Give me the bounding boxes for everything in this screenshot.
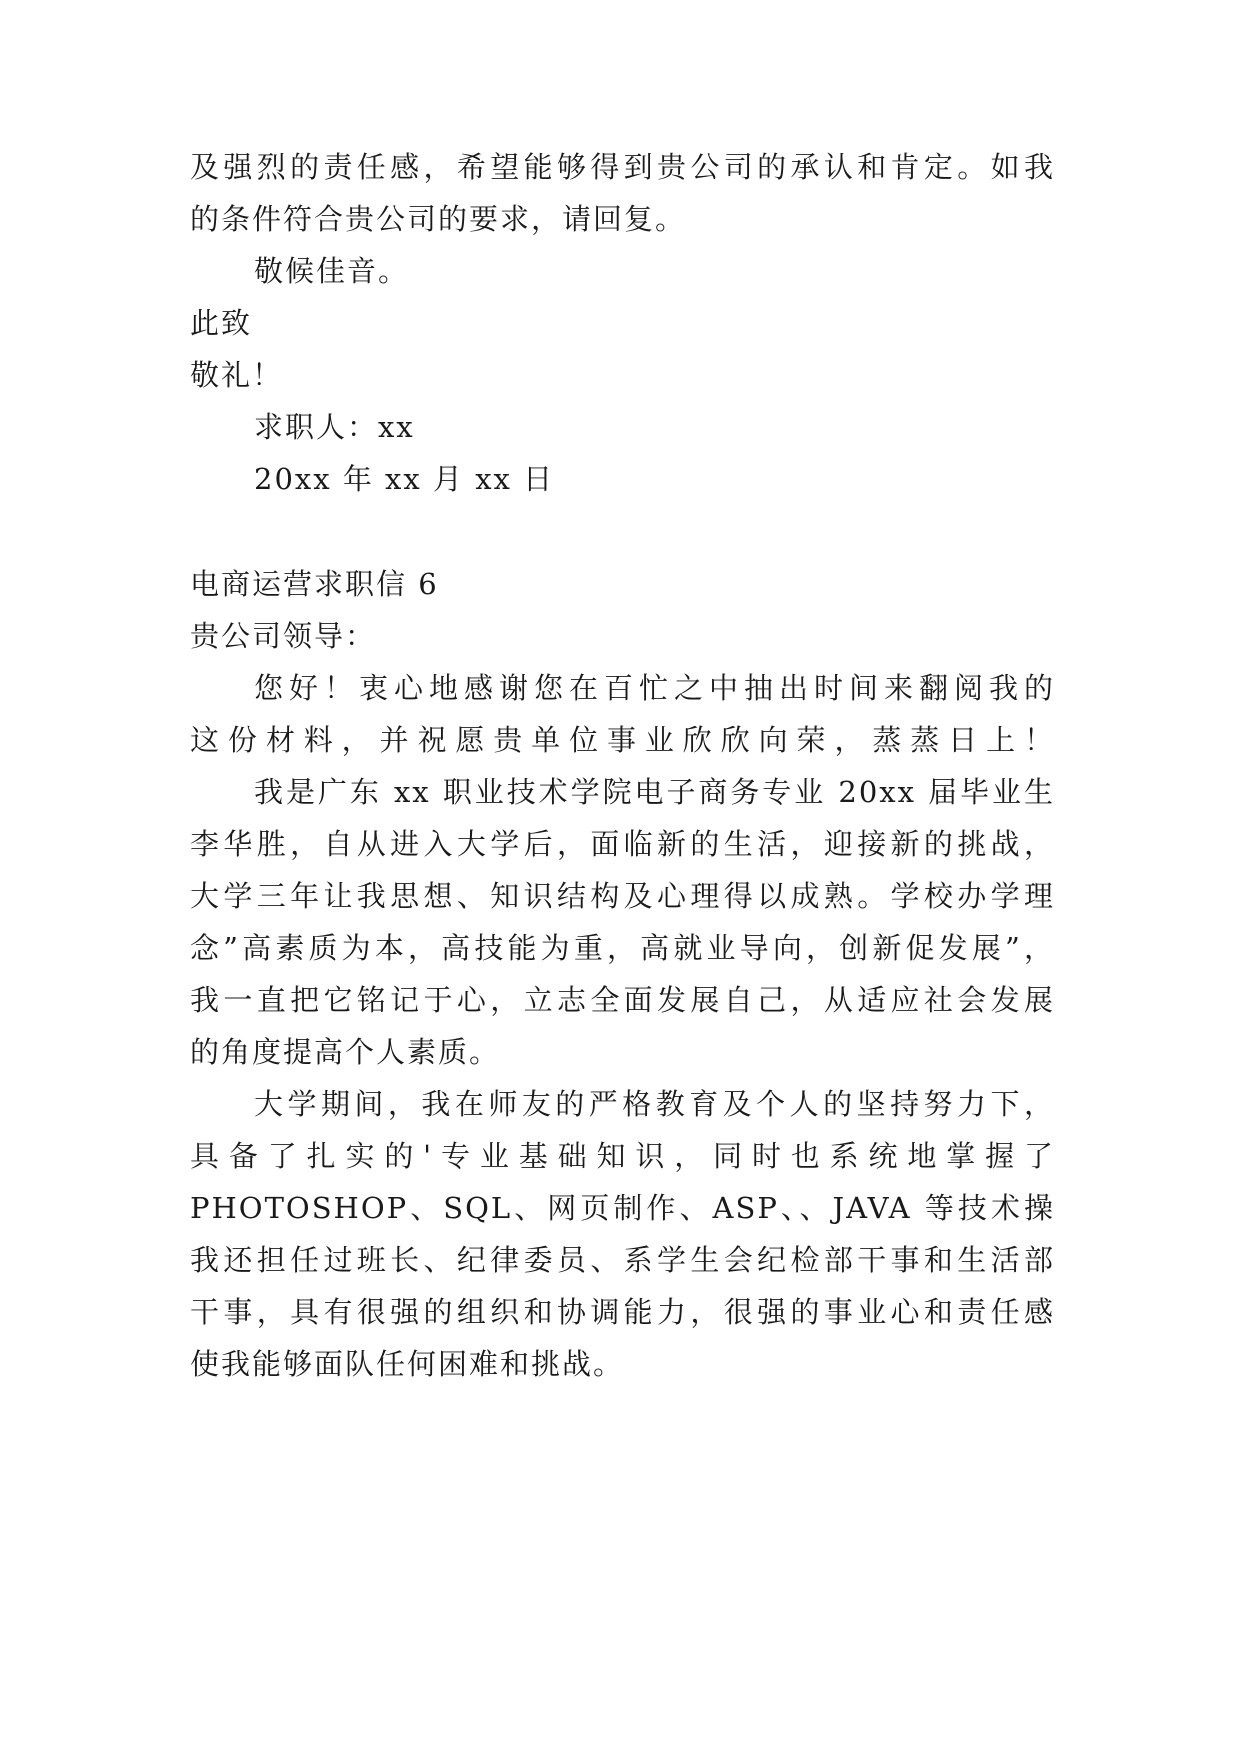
body-text-line: 李华胜，自从进入大学后，面临新的生活，迎接新的挑战， xyxy=(190,827,1055,861)
body-text-line: 大学三年让我思想、知识结构及心理得以成熟。学校办学理 xyxy=(190,879,1055,913)
greeting-line: 贵公司领导： xyxy=(190,619,377,653)
body-text-line: 的角度提高个人素质。 xyxy=(190,1035,501,1069)
salutation-line: 此致 xyxy=(190,306,253,340)
await-reply-line: 敬候佳音。 xyxy=(254,254,410,288)
date-line: 20xx 年 xx 月 xx 日 xyxy=(254,462,555,496)
body-text-line: 这份材料，并祝愿贵单位事业欣欣向荣，蒸蒸日上！ xyxy=(190,723,1055,757)
body-text-line: 使我能够面队任何困难和挑战。 xyxy=(190,1347,625,1381)
body-text-line: 大学期间，我在师友的严格教育及个人的坚持努力下， xyxy=(254,1087,1055,1121)
salutation-line: 敬礼！ xyxy=(190,358,284,392)
body-text-line: 及强烈的责任感，希望能够得到贵公司的承认和肯定。如我 xyxy=(190,150,1055,184)
body-text-line: 干事，具有很强的组织和协调能力，很强的事业心和责任感 xyxy=(190,1295,1055,1329)
body-text-line: PHOTOSHOP、SQL、网页制作、ASP、、JAVA 等技术操 xyxy=(190,1191,1055,1225)
body-text-line: 念”高素质为本，高技能为重，高就业导向，创新促发展”， xyxy=(190,931,1055,965)
body-text-line: 您好！衷心地感谢您在百忙之中抽出时间来翻阅我的 xyxy=(254,671,1055,705)
body-text-line: 的条件符合贵公司的要求，请回复。 xyxy=(190,202,687,236)
body-text-line: 具备了扎实的'专业基础知识，同时也系统地掌握了 xyxy=(190,1139,1055,1173)
body-text-line: 我还担任过班长、纪律委员、系学生会纪检部干事和生活部 xyxy=(190,1243,1055,1277)
applicant-signature: 求职人：xx xyxy=(254,410,415,444)
document-page xyxy=(190,0,1055,1754)
body-text-line: 我一直把它铭记于心，立志全面发展自己，从适应社会发展 xyxy=(190,983,1055,1017)
letter-title: 电商运营求职信 6 xyxy=(190,567,439,601)
body-text-line: 我是广东 xx 职业技术学院电子商务专业 20xx 届毕业生 xyxy=(254,775,1055,809)
